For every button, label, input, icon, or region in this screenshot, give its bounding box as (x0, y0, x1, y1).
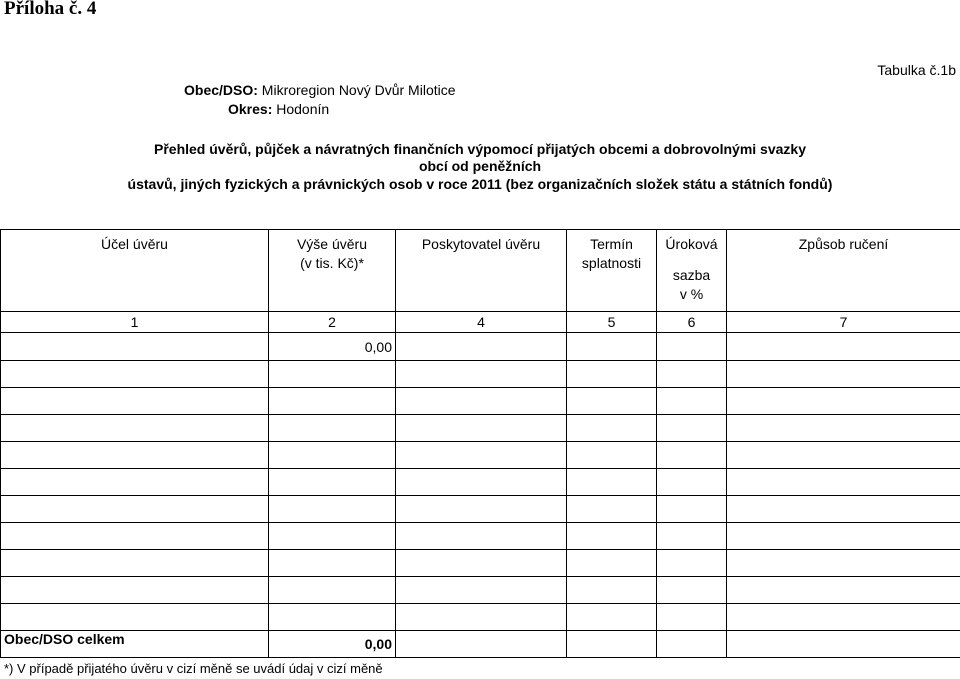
table-cell-ucel (1, 550, 269, 577)
table-cell-vyse (269, 604, 396, 631)
table-row (1, 550, 960, 577)
table-cell-sazba (657, 523, 727, 550)
table-cell-vyse (269, 550, 396, 577)
table-cell-poskytovatel (396, 361, 567, 388)
loans-table (0, 229, 960, 658)
table-cell-poskytovatel (396, 415, 567, 442)
table-cell-vyse: 0,00 (269, 333, 396, 361)
table-cell-ruceni (727, 523, 960, 550)
table-cell-ucel (1, 523, 269, 550)
okres-label: Okres: (228, 101, 273, 117)
table-cell-ucel (1, 496, 269, 523)
table-row (1, 442, 960, 469)
table-row (1, 388, 960, 415)
table-cell-sazba (657, 550, 727, 577)
table-cell-vyse (269, 496, 396, 523)
okres-value: Hodonín (276, 101, 330, 117)
col-header-vyse: Výše úvěru (v tis. Kč)* (269, 230, 396, 312)
table-cell (396, 631, 567, 658)
table-cell-ruceni (727, 442, 960, 469)
table-cell-ucel (1, 604, 269, 631)
table-cell-poskytovatel (396, 442, 567, 469)
table-cell (727, 631, 960, 658)
title-line-1: Přehled úvěrů, půjček a návratných finančních výpomocí přijatých obcemi a dobrovolnými svazky (154, 141, 806, 157)
table-cell-ucel (1, 415, 269, 442)
table-cell-vyse (269, 442, 396, 469)
column-number-row (1, 312, 960, 333)
table-cell-termin (567, 523, 657, 550)
table-cell-termin (567, 333, 657, 361)
table-cell-ruceni (727, 469, 960, 496)
table-cell-ruceni (727, 333, 960, 361)
table-cell-ucel (1, 333, 269, 361)
title-line-2: obcí od peněžních (418, 158, 542, 174)
table-cell-sazba (657, 442, 727, 469)
table-cell-poskytovatel (396, 333, 567, 361)
title-line-3: ústavů, jiných fyzických a právnických osob v roce 2011 (bez organizačních složek státu a státních fondů) (127, 176, 833, 192)
column-number: 5 (567, 312, 657, 333)
column-number: 7 (727, 312, 960, 333)
table-cell-ruceni (727, 604, 960, 631)
table-cell-poskytovatel (396, 523, 567, 550)
table-cell-termin (567, 388, 657, 415)
table-cell-termin (567, 415, 657, 442)
table-cell-ucel (1, 442, 269, 469)
table-row (1, 496, 960, 523)
okres-line (228, 101, 329, 117)
column-number: 6 (657, 312, 727, 333)
table-cell-poskytovatel (396, 388, 567, 415)
table-cell-ruceni (727, 415, 960, 442)
table-cell-vyse (269, 388, 396, 415)
table-row (1, 469, 960, 496)
table-cell-ruceni (727, 361, 960, 388)
table-cell-sazba (657, 469, 727, 496)
col-header-sazba: Úroková sazba v % (657, 230, 727, 312)
footnote: *) V případě přijatého úvěru v cizí měně se uvádí údaj v cizí měně (4, 661, 383, 676)
column-number: 2 (269, 312, 396, 333)
table-row (1, 523, 960, 550)
table-cell-ucel (1, 388, 269, 415)
column-number: 4 (396, 312, 567, 333)
table-row (1, 415, 960, 442)
table-cell-sazba (657, 388, 727, 415)
table-cell (567, 631, 657, 658)
table-cell-poskytovatel (396, 469, 567, 496)
table-cell-ruceni (727, 577, 960, 604)
obec-label: Obec/DSO: (184, 82, 258, 98)
total-label: Obec/DSO celkem (1, 631, 269, 658)
table-cell-termin (567, 577, 657, 604)
table-cell-termin (567, 550, 657, 577)
table-cell-ruceni (727, 388, 960, 415)
table-cell-termin (567, 442, 657, 469)
table-cell-termin (567, 604, 657, 631)
col-header-poskytovatel: Poskytovatel úvěru (396, 230, 567, 312)
table-cell-termin (567, 361, 657, 388)
table-cell-poskytovatel (396, 496, 567, 523)
attachment-heading: Příloha č. 4 (4, 0, 97, 19)
total-row (1, 631, 960, 658)
table-cell-sazba (657, 604, 727, 631)
table-cell-vyse (269, 361, 396, 388)
table-cell-poskytovatel (396, 604, 567, 631)
table-cell-sazba (657, 577, 727, 604)
table-number: Tabulka č.1b (877, 62, 956, 78)
table-cell-vyse (269, 577, 396, 604)
col-header-ruceni: Způsob ručení (727, 230, 960, 312)
table-cell-poskytovatel (396, 550, 567, 577)
table-cell-vyse (269, 523, 396, 550)
table-cell-termin (567, 496, 657, 523)
table-row (1, 361, 960, 388)
table-cell-poskytovatel (396, 577, 567, 604)
table-row (1, 333, 960, 361)
table-cell-ruceni (727, 496, 960, 523)
table-cell-ucel (1, 577, 269, 604)
table-cell-vyse (269, 469, 396, 496)
table-row (1, 604, 960, 631)
table-cell-sazba (657, 333, 727, 361)
table-cell-ucel (1, 361, 269, 388)
table-cell-ucel (1, 469, 269, 496)
table-cell-termin (567, 469, 657, 496)
obec-line (184, 82, 456, 98)
col-header-ucel: Účel úvěru (1, 230, 269, 312)
table-row (1, 577, 960, 604)
table-cell-sazba (657, 415, 727, 442)
column-number: 1 (1, 312, 269, 333)
table-header-row (1, 230, 960, 312)
obec-value: Mikroregion Nový Dvůr Milotice (261, 82, 456, 98)
col-header-termin: Termín splatnosti (567, 230, 657, 312)
table-cell-vyse (269, 415, 396, 442)
table-cell-sazba (657, 496, 727, 523)
table-cell (657, 631, 727, 658)
table-cell-sazba (657, 361, 727, 388)
table-cell-ruceni (727, 550, 960, 577)
total-value: 0,00 (269, 631, 396, 658)
